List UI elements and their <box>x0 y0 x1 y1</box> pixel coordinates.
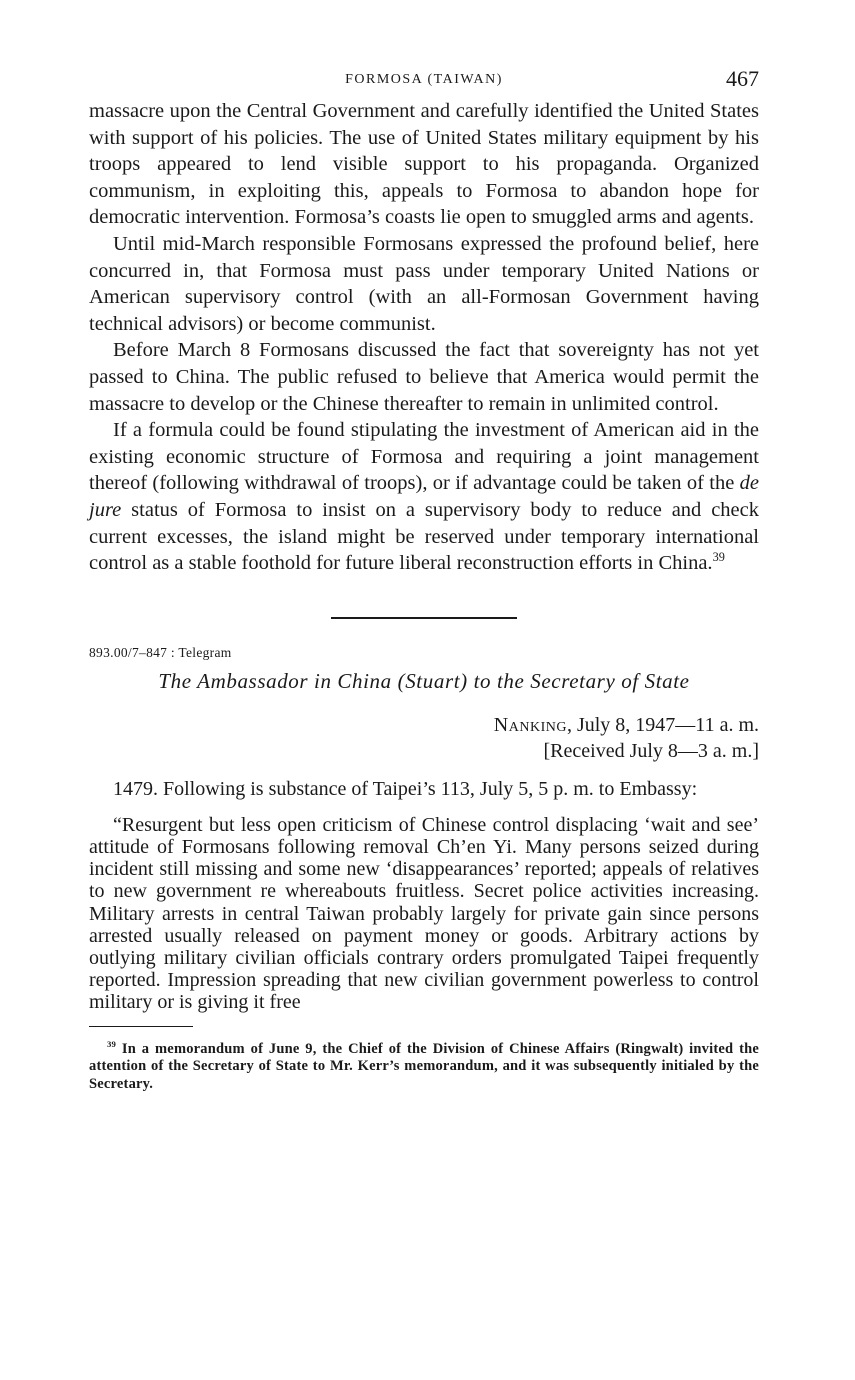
title-part-2: ) to the Secretary of State <box>460 668 690 693</box>
footnote-divider <box>89 1026 193 1027</box>
footnote-text: In a memorandum of June 9, the Chief of the Division of Chinese Affairs (Ringwalt) invited the attention of the Secretary of State to Mr. Kerr’s memorandum, and it was subsequently initialed by the Secretary. <box>89 1040 759 1092</box>
paragraph-4-text-a: If a formula could be found stipulating the investment of American aid in the existing economic structure of Formosa and requiring a joint management thereof (following withdrawal of troops), or if advantage could be taken of the <box>89 419 759 495</box>
telegram-body <box>89 778 759 1014</box>
footnote-marker: 39 <box>107 1038 117 1049</box>
page-number: 467 <box>726 66 759 91</box>
telegram-quote: “Resurgent but less open criticism of Chinese control displacing ‘wait and see’ attitude of Formosans following removal Ch’en Yi. Many persons seized during incident still missing and some new ‘disappearances’ reported; appeals of relatives to new government re whereabouts fruitless. Secret police activities increasing. Military arrests in central Taiwan probably largely for private gain since persons arrested usually released on payment money or goods. Arbitrary actions by outlying military civilian officials contrary orders promulgated Taipei frequently reported. Impression spreading that new civilian government powerless to control military or is giving it free <box>89 813 759 1014</box>
running-header <box>89 66 759 98</box>
footnote-reference: 39 <box>712 550 725 565</box>
sent-date: , July 8, 1947—11 a. m. <box>566 713 759 736</box>
paragraph-1: massacre upon the Central Government and carefully identified the United States with support of his policies. The use of United States military equipment by his troops appeared to lend visible support to his propaganda. Organized communism, in exploiting this, appeals to Formosa to abandon hope for democratic intervention. Formosa’s coasts lie open to smuggled arms and agents. <box>89 100 759 229</box>
paragraph-3: Before March 8 Formosans discussed the fact that sovereignty has not yet passed to China. The public refused to believe that America would permit the massacre to develop or the Chinese thereafter to remain in unlimited control. <box>89 339 759 415</box>
de-jure-italic: de jure <box>89 472 759 521</box>
section-divider <box>331 617 517 619</box>
paragraph-4-text-b: status of Formosa to insist on a supervisory body to reduce and check current excesses, the island might be reserved under temporary international control as a stable foothold for future liberal reconstruction efforts in China. <box>89 498 759 575</box>
document-page <box>89 66 759 1093</box>
paragraph-4 <box>89 417 759 577</box>
footnote-39 <box>89 1038 759 1094</box>
memorandum-continuation <box>89 98 759 577</box>
paragraph-2: Until mid-March responsible Formosans expressed the profound belief, here concurred in, that Formosa must pass under temporary United Nations or American supervisory control (with an all-Formosan Government having technical advisors) or become communist. <box>89 232 759 335</box>
title-name: Stuart <box>405 668 461 693</box>
telegram-intro: 1479. Following is substance of Taipei’s 113, July 5, 5 p. m. to Embassy: <box>113 777 698 800</box>
running-title: FORMOSA (TAIWAN) <box>345 72 503 87</box>
dateline <box>89 712 759 764</box>
received-line: [Received July 8—3 a. m.] <box>543 739 759 762</box>
sent-line <box>89 712 759 738</box>
title-part-1: The Ambassador in China ( <box>158 668 406 693</box>
document-title <box>89 669 759 694</box>
place-name: Nanking <box>493 713 567 736</box>
file-reference: 893.00/7–847 : Telegram <box>89 644 232 660</box>
